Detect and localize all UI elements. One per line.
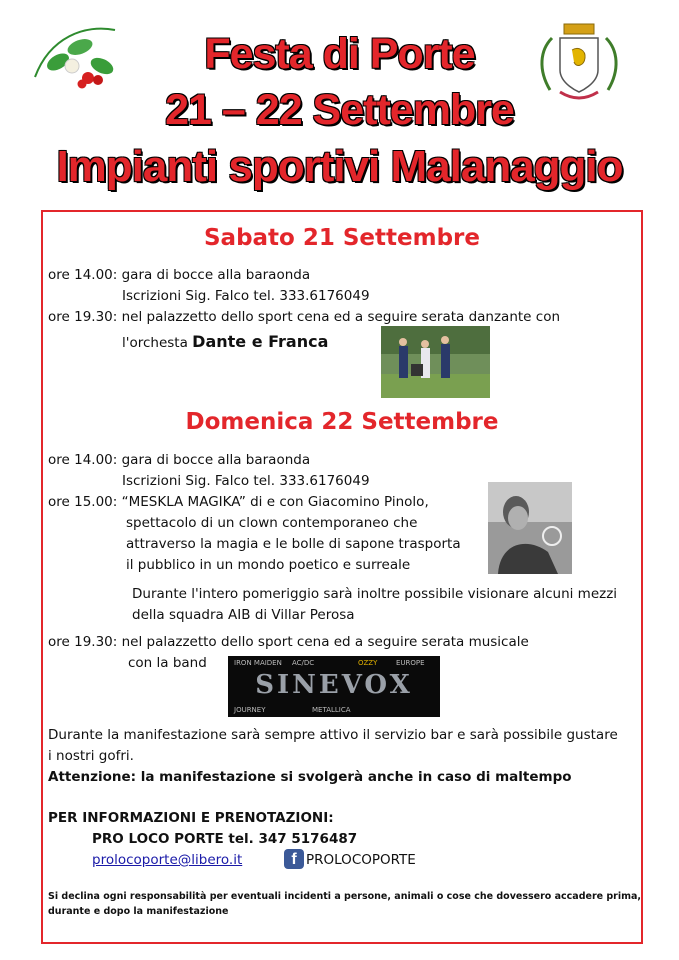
- disclaimer-line-1: Si declina ogni responsabilità per eventuali incidenti a persone, animali o cose che dovessero accadere prima,: [48, 891, 642, 902]
- note-line-1: Durante la manifestazione sarà sempre attivo il servizio bar e sarà possibile gustare: [48, 727, 618, 743]
- title-line-1: Festa di Porte: [204, 30, 475, 78]
- band-tag-3: OZZY: [358, 659, 378, 667]
- sat-line-2: Iscrizioni Sig. Falco tel. 333.6176049: [122, 288, 370, 304]
- facebook-page[interactable]: PROLOCOPORTE: [306, 852, 416, 868]
- sat-line-1: ore 14.00: gara di bocce alla baraonda: [48, 267, 311, 283]
- title-line-3: Impianti sportivi Malanaggio: [56, 142, 623, 191]
- sat-line-3: ore 19.30: nel palazzetto dello sport cena ed a seguire serata danzante con: [48, 309, 561, 325]
- sun-line-9: ore 19.30: nel palazzetto dello sport cena ed a seguire serata musicale: [48, 634, 529, 650]
- orchestra-name: Dante e Franca: [192, 332, 329, 351]
- sun-line-4: spettacolo di un clown contemporaneo che: [126, 515, 418, 531]
- info-heading: PER INFORMAZIONI E PRENOTAZIONI:: [48, 810, 334, 826]
- sun-line-10: con la band: [128, 655, 207, 671]
- saturday-heading: Sabato 21 Settembre: [203, 225, 480, 251]
- proloco-phone: PRO LOCO PORTE tel. 347 5176487: [92, 831, 358, 847]
- orchestra-photo: [381, 326, 490, 398]
- orchestra-prefix: l'orchesta: [122, 335, 188, 351]
- sat-line-4: [122, 332, 328, 353]
- sunday-heading: Domenica 22 Settembre: [185, 409, 499, 435]
- band-tag-1: IRON MAIDEN: [234, 659, 282, 667]
- email-link[interactable]: prolocoporte@libero.it: [92, 852, 243, 868]
- band-tag-4: EUROPE: [396, 659, 425, 667]
- facebook-icon[interactable]: f: [284, 849, 304, 869]
- weather-notice: Attenzione: la manifestazione si svolgerà anche in caso di maltempo: [48, 769, 572, 785]
- disclaimer-line-2: durante e dopo la manifestazione: [48, 906, 229, 917]
- band-tag-6: METALLICA: [312, 706, 351, 714]
- band-logo: [228, 656, 440, 717]
- title-line-2: 21 – 22 Settembre: [165, 86, 514, 134]
- band-name: SINEVOX: [255, 670, 413, 700]
- band-tag-2: AC/DC: [292, 659, 315, 667]
- clown-photo: [488, 482, 572, 574]
- sun-line-8: della squadra AIB di Villar Perosa: [132, 607, 355, 623]
- note-line-2: i nostri gofri.: [48, 748, 134, 764]
- sun-line-3: ore 15.00: “MESKLA MAGIKA” di e con Giacomino Pinolo,: [48, 494, 429, 510]
- sun-line-2: Iscrizioni Sig. Falco tel. 333.6176049: [122, 473, 370, 489]
- sun-line-7: Durante l'intero pomeriggio sarà inoltre possibile visionare alcuni mezzi: [132, 586, 618, 602]
- sun-line-1: ore 14.00: gara di bocce alla baraonda: [48, 452, 311, 468]
- band-tag-5: JOURNEY: [234, 706, 266, 714]
- sun-line-6: il pubblico in un mondo poetico e surreale: [126, 557, 411, 573]
- sun-line-5: attraverso la magia e le bolle di sapone trasporta: [126, 536, 461, 552]
